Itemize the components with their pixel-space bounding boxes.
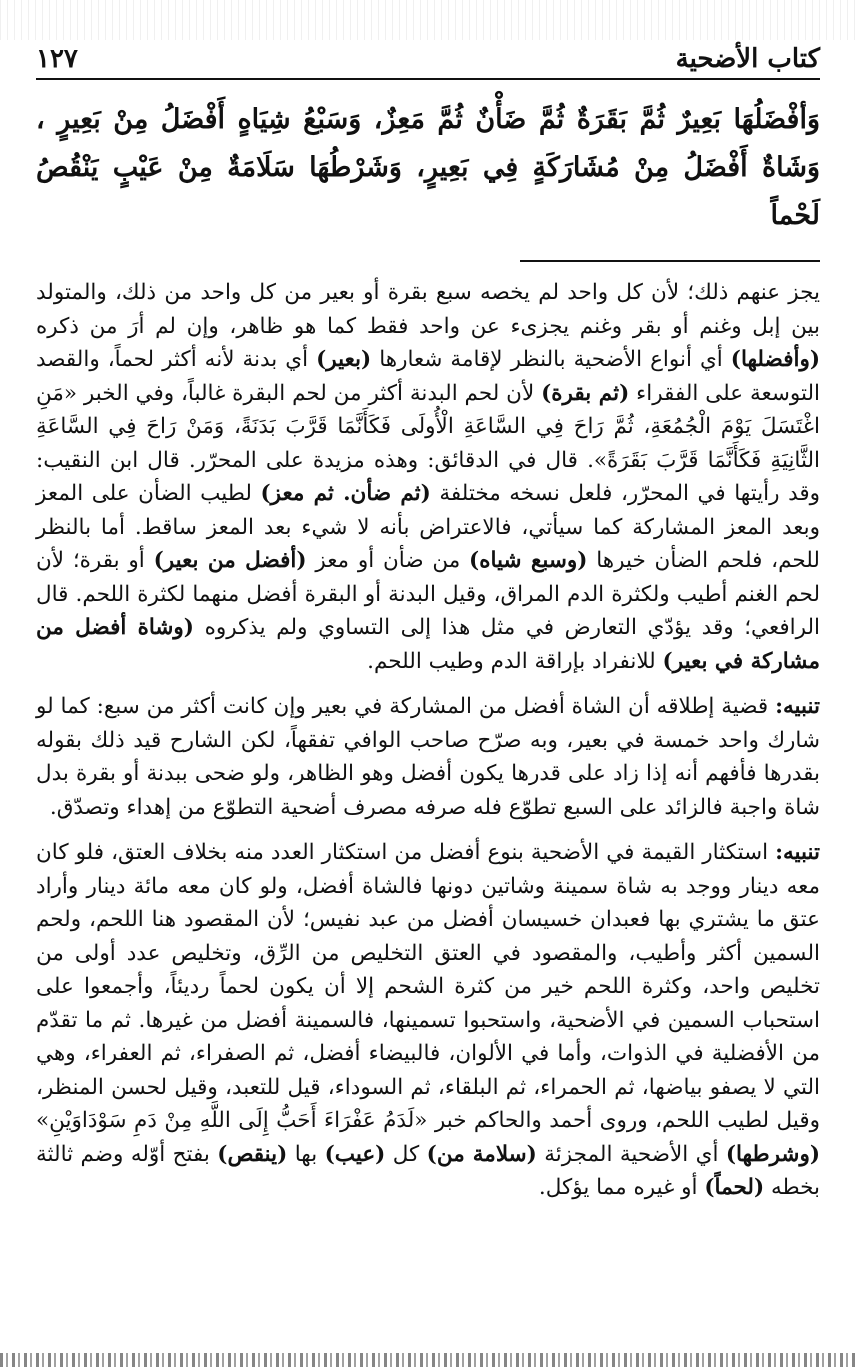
text-run: أو بقرة؛ لأن لحم الغنم أطيب ولكثرة الدم المراق، وقيل البدنة أو البقرة أفضل منهما لكثرة اللحم. قال الرافعي؛ وقد يؤدّي التعارض في مثل هذا إلى التساوي ولم يذكروه bbox=[36, 548, 820, 640]
matn-text: وَأفْضَلُهَا بَعِيرٌ ثُمَّ بَقَرَةٌ ثُمَّ ضَأْنٌ ثُمَّ مَعِزٌ، وَسَبْعُ شِيَاهٍ أَفْضَلُ مِنْ بَعِيرٍ ، وَشَاةٌ أَفْضَلُ مِنْ مُشَارَكَةٍ فِي بَعِيرٍ، وَشَرْطُهَا سَلَامَةٌ مِنْ عَيْبٍ يَنْقُصُ لَحْماً bbox=[36, 104, 820, 231]
text-run: كل bbox=[385, 1141, 427, 1167]
text-run: لأن لحم البدنة أكثر من لحم البقرة غالباً، وفي الخبر «مَنِ اغْتَسَلَ يَوْمَ الْجُمُعَةِ، ثُمَّ رَاحَ فِي السَّاعَةِ الْأُولَى فَكَأَنَّمَا قَرَّبَ بَدَنَةً، وَمَنْ رَاحَ فِي السَّاعَةِ الثَّانِيَةِ فَكَأَنَّمَا قَرَّبَ بَقَرَةً». قال في الدقائق: وهذه مزيدة على المحرّر. قال ابن النقيب: وقد رأيتها في المحرّر، فلعل نسخه مختلفة bbox=[36, 380, 821, 506]
bold-quote: (أفضل من بعير) bbox=[153, 548, 307, 573]
text-run: أو غيره مما يؤكل. bbox=[538, 1175, 705, 1200]
text-run: بفتح أوّله وضم ثالثة بخطه bbox=[36, 1141, 820, 1200]
bold-quote: (لحماً) bbox=[704, 1175, 765, 1200]
text-run: لطيب الضأن على المعز وبعد المعز المشاركة كما سيأتي، فالاعتراض بأنه لا شيء بعد المعز ساقط. أما بالنظر للحم، فلحم الضأن خيرها bbox=[36, 481, 820, 573]
tanbih-label: تنبيه: bbox=[775, 694, 820, 719]
scan-edge-bottom bbox=[0, 1353, 856, 1367]
bold-quote: (وسبع شياه) bbox=[469, 548, 588, 573]
bold-quote: (ثم ضأن. ثم معز) bbox=[260, 481, 431, 506]
text-run: بها bbox=[287, 1141, 325, 1167]
text-run: قضية إطلاقه أن الشاة أفضل من المشاركة في بعير وإن كانت أكثر من سبع: كما لو شارك واحد خمسة في بعير، وبه صرّح صاحب الوافي تفقهاً، لكن الشارح قيد ذلك بقوله بقدرها فأفهم أنه إذا زاد على قدرها يكون أفضل وهو الظاهر، ولو ضحى ببدنة أو بقرة بدل شاة واجبة فالزائد على السبع تطوّع فله صرفه مصرف أضحية التطوّع من إهداء وتصدّق. bbox=[36, 694, 820, 820]
tanbih-label: تنبيه: bbox=[775, 840, 820, 865]
book-title: كتاب الأضحية bbox=[675, 44, 820, 74]
text-run: أي بدنة لأنه أكثر لحماً، والقصد التوسعة على الفقراء bbox=[36, 347, 820, 406]
bold-quote: (وشاة أفضل من مشاركة في بعير) bbox=[36, 615, 820, 674]
paragraph-2 bbox=[36, 690, 820, 824]
bold-quote: (وأفضلها) bbox=[730, 347, 820, 372]
text-run: استكثار القيمة في الأضحية بنوع أفضل من استكثار العدد منه بخلاف العتق، فلو كان معه دينار ووجد به شاة سمينة وشاتين دونها فالشاة أفضل، ولو كان معه مائة دينار وأراد عتق ما يشتري بها فعبدان خسيسان أفضل من عبد نفيس؛ لأن المقصود هنا اللحم، ولحم السمين أكثر وأطيب، والمقصود في العتق التخليص من الرِّق، وتخليص عدد أولى من تخليص واحد، وكثرة اللحم خير من كثرة الشحم إلا أن يكون لحماً رديئاً، وأجمعوا على استحباب السمين في الأضحية، واستحبوا تسمينها، فالسمينة أفضل من غيرها. ثم ما تقدّم من الأفضلية في الذوات، وأما في الألوان، فالبيضاء أفضل، ثم الصفراء، ثم العفراء، وهي التي لا يصفو بياضها، ثم الحمراء، ثم البلقاء، ثم السوداء، قيل للتعبد، وقيل لحسن المنظر، وقيل لطيب اللحم، وروى أحمد والحاكم خبر «لَدَمُ عَفْرَاءَ أَحَبُّ إِلَى اللَّهِ مِنْ دَمِ سَوْدَاوَيْنِ» bbox=[36, 840, 820, 1133]
separator-rule bbox=[520, 260, 820, 262]
scan-edge-top bbox=[0, 0, 856, 40]
bold-quote: (بعير) bbox=[316, 347, 372, 372]
bold-quote: (وشرطها) bbox=[725, 1141, 821, 1167]
paragraph-3 bbox=[36, 836, 820, 1205]
text-run: أي الأضحية المجزئة bbox=[536, 1141, 726, 1167]
book-page bbox=[36, 40, 820, 1340]
bold-quote: (عيب) bbox=[324, 1141, 386, 1167]
text-run: من ضأن أو معز bbox=[306, 548, 470, 573]
paragraph-1 bbox=[36, 276, 820, 678]
bold-quote: (سلامة من) bbox=[426, 1141, 537, 1167]
page-header bbox=[36, 40, 820, 80]
text-run: أي أنواع الأضحية بالنظر لإقامة شعارها bbox=[371, 347, 731, 372]
text-run: للانفراد بإراقة الدم وطيب اللحم. bbox=[367, 648, 663, 674]
sharh-commentary bbox=[36, 276, 820, 1205]
text-run: يجز عنهم ذلك؛ لأن كل واحد لم يخصه سبع بقرة أو بعير من كل واحد من ذلك، والمتولد بين إبل وغنم أو بقر وغنم يجزىء عن واحد فقط كما هو ظاهر، وإن لم أرَ من ذكره bbox=[36, 280, 820, 339]
page-number: ١٢٧ bbox=[36, 44, 78, 74]
bold-quote: (ثم بقرة) bbox=[541, 380, 630, 406]
bold-quote: (ينقص) bbox=[217, 1141, 288, 1167]
